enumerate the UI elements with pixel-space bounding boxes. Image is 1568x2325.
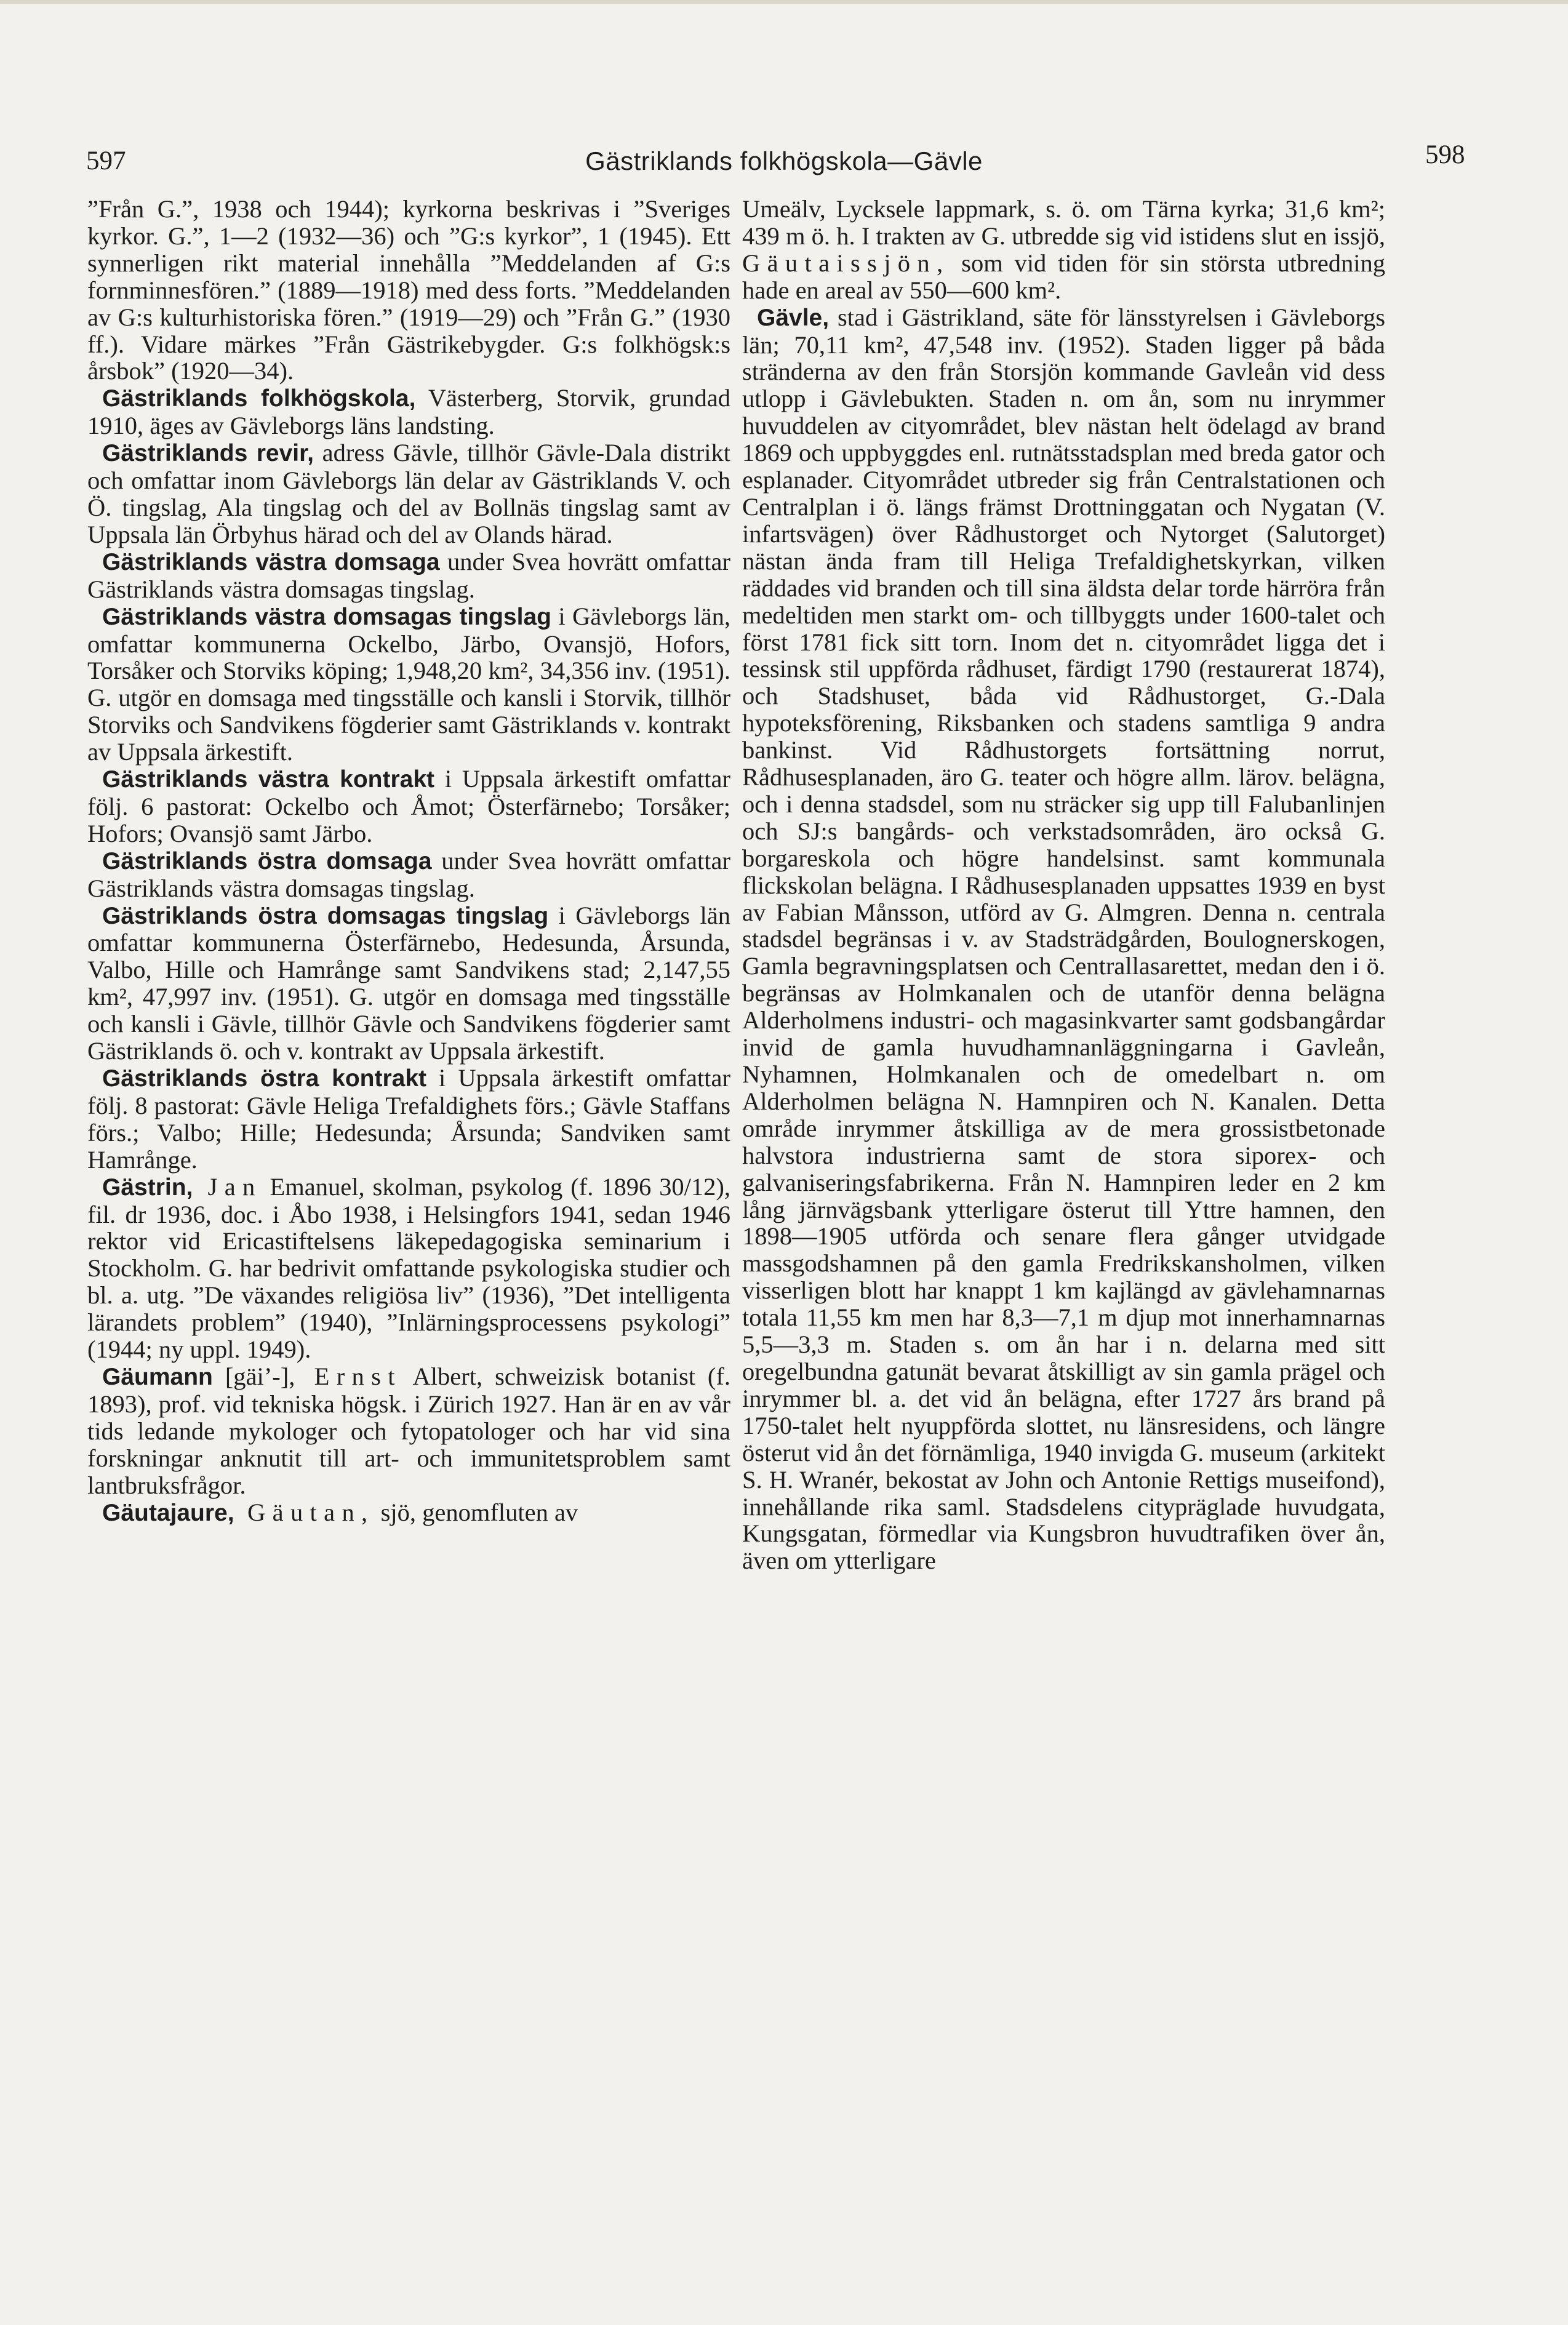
entry-vastra-kontrakt: Gästriklands västra kontrakt i Uppsala ärkestift omfattar följ. 6 pastorat: Ockelbo och Åmot; Österfärnebo; Torsåker; Hofors; Ovansjö samt Järbo. bbox=[87, 765, 731, 847]
headword: Gästriklands folkhögskola, bbox=[102, 385, 416, 412]
entry-gavle: Gävle, stad i Gästrikland, säte för länsstyrelsen i Gävleborgs län; 70,11 km², 47,548 inv. (1952). Staden ligger på båda stränderna av den från Storsjön kommande Gavleån vid dess utlopp i Gävlebukten. Staden n. om ån, som nu inrymmer huvuddelen av cityområdet, blev nästan helt ödelagd av brand 1869 och uppbyggdes enl. rutnätsstadsplan med breda gator och esplanader. Cityområdet utbreder sig från Centralstationen och Centralplan i ö. längs främst Drottninggatan och Nygatan (V. infartsvägen) över Rådhustorget och Nytorget (Salutorget) nästan ända fram till Heliga Trefaldighetskyrkan, vilken räddades vid branden och till sina äldsta delar torde härröra från medeltiden men starkt om- och tillbyggts under 1600-talet och först 1781 fick sitt torn. Inom det n. cityområdet ligga det i tessinsk stil uppförda rådhuset, färdigt 1790 (restaurerat 1874), och Stadshuset, båda vid Rådhustorget, G.-Dala hypoteksförening, Riksbanken och stadens samtliga 9 andra bankinst. Vid Rådhustorgets fortsättning norrut, Rådhusesplanaden, äro G. teater och högre allm. lärov. belägna, och i denna stadsdel, som nu sträcker sig upp till Falubanlinjen och SJ:s bangårds- och verkstadsområden, äro också G. borgareskola och högre handelsinst. samt kommunala flickskolan belägna. I Rådhusesplanaden uppsattes 1939 en byst av Fabian Månsson, utförd av G. Almgren. Denna n. centrala stadsdel begränsas i v. av Stadsträdgården, Boulognerskogen, Gamla begravningsplatsen och Centrallasarettet, medan den i ö. begränsas av Holmkanalen och de utanför denna belägna Alderholmens industri- och magasinkvarter samt godsbangårdar invid de gamla huvudhamnanläggningarna i Gavleån, Nyhamnen, Holmkanalen och de omedelbart n. om Alderholmen belägna N. Hamnpiren och N. Kanalen. Detta område inrymmer åtskilliga av de mera grossistbetonade halvstora industrierna samt de stora siporex- och galvaniseringsfabrikerna. Från N. Hamnpiren leder en 2 km lång järnvägsbank ytterligare österut till Yttre hamnen, den 1898—1905 utförda och senare flera gånger utvidgade massgodshamnen på den gamla Fredrikskansholmen, vilken visserligen blott har knappt 1 km kajlängd av gävlehamnarnas totala 11,55 km men har 8,3—7,1 m djup mot innerhamnarnas 5,5—3,3 m. Staden s. om ån har i n. delarna med sitt oregelbundna gatunät bevarat åtskilligt av sin gamla prägel och inrymmer bl. a. det vid ån belägna, efter 1727 års brand på 1750-talet helt nyuppförda slottet, nu länsresidens, och längre österut vid ån det förnämliga, 1940 invigda G. museum (arkitekt S. H. Wranér, bekostat av John och Antonie Rettigs museifond), innehållande rika saml. Stadsdelens citypräglade huvudgata, Kungsgatan, förmedlar via Kungsbron huvudtrafiken över ån, även om ytterligare bbox=[742, 303, 1385, 1575]
entry-vastra-tingslag: Gästriklands västra domsagas tingslag i Gävleborgs län, omfattar kommunerna Ockelbo, Järbo, Ovansjö, Hofors, Torsåker och Storviks köping; 1,948,20 km², 34,356 inv. (1951). G. utgör en domsaga med tingsställe och kansli i Storvik, tillhör Storviks och Sandvikens fögderier samt Gästriklands v. kontrakt av Uppsala ärkestift. bbox=[87, 602, 730, 766]
entry-ostra-tingslag: Gästriklands östra domsagas tingslag i Gävleborgs län omfattar kommunerna Österfärnebo, Hedesunda, Årsunda, Valbo, Hille och Hamrånge samt Sandvikens stad; 2,147,55 km², 47,997 inv. (1951). G. utgör en domsaga med tingsställe och kansli i Gävle, tillhör Gävle och Sandvikens fögderier samt Gästriklands ö. och v. kontrakt av Uppsala ärkestift. bbox=[87, 901, 730, 1065]
headword: Gäutajaure, bbox=[102, 1499, 234, 1526]
headword: Gävle, bbox=[757, 304, 830, 331]
running-title: Gästriklands folkhögskola—Gävle bbox=[585, 146, 983, 175]
entry-gastrin: Gästrin, Jan Emanuel, skolman, psykolog (f. 1896 30/12), fil. dr 1936, doc. i Åbo 1938, i Helsingfors 1941, sedan 1946 rektor vid Ericastiftelsens läkepedagogiska seminarium i Stockholm. G. har bedrivit omfattande psykologiska studier och bl. a. utg. ”De växandes religiösa liv” (1936), ”Det intelligenta lärandets problem” (1940), ”Inlärningsprocessens psykologi” (1944; ny uppl. 1949). bbox=[87, 1172, 730, 1364]
pronunciation: [gäi’-], bbox=[212, 1362, 295, 1390]
headword: Gästriklands västra kontrakt bbox=[102, 766, 435, 793]
entry-gautajaure: Gäutajaure, Gäutan, sjö, genomfluten av bbox=[102, 1498, 578, 1526]
entry-folkhogskola: Gästriklands folkhögskola, Västerberg, Storvik, grundad 1910, äges av Gävleborgs läns landsting. bbox=[87, 384, 730, 440]
headword: Gästriklands revir, bbox=[102, 440, 314, 467]
spaced-name: Jan bbox=[193, 1172, 262, 1201]
entry-gaumann: Gäumann [gäi’-], Ernst Albert, schweizisk botanist (f. 1893), prof. vid tekniska högsk. i Zürich 1927. Han är en av vår tids ledande mykologer och fytopatologer och har vid sina forskningar anknutit till art- och immunitetsproblem samt lantbruksfrågor. bbox=[87, 1362, 730, 1499]
page-number-left: 597 bbox=[86, 146, 126, 175]
entry-revir: Gästriklands revir, adress Gävle, tillhör Gävle-Dala distrikt och omfattar inom Gävleborgs län delar av Gästriklands V. och Ö. tingslag, Ala tingslag och del av Bollnäs tingslag samt av Uppsala län Örbyhus härad och del av Olands härad. bbox=[87, 439, 730, 548]
right-column bbox=[742, 196, 1385, 1574]
headword: Gästrin, bbox=[102, 1174, 193, 1201]
page-number-right: 598 bbox=[1425, 140, 1465, 169]
entry-ostra-domsaga: Gästriklands östra domsaga under Svea hovrätt omfattar Gästriklands västra domsagas tingslag. bbox=[87, 846, 730, 902]
headword: Gästriklands västra domsaga bbox=[102, 548, 440, 575]
entry-continuation: Umeälv, Lycksele lappmark, s. ö. om Tärna kyrka; 31,6 km²; 439 m ö. h. I trakten av G. utbredde sig vid istidens slut en issjö, Gäutaissjön, som vid tiden för sin största utbredning hade en areal av 550—600 km². bbox=[742, 195, 1385, 304]
spaced-name: Gäutan, bbox=[234, 1498, 375, 1526]
spaced-name: Gäutaissjön, bbox=[742, 249, 950, 277]
entry-continuation: ”Från G.”, 1938 och 1944); kyrkorna beskrivas i ”Sveriges kyrkor. G.”, 1—2 (1932—36) och ”G:s kyrkor”, 1 (1945). Ett synnerligen rikt material innehålla ”Meddelanden af G:s fornminnesfören.” (1889—1918) med dess forts. ”Meddelanden av G:s kulturhistoriska fören.” (1919—29) och ”Från G.” (1930 ff.). Vidare märkes ”Från Gästrikebygder. G:s folkhögsk:s årsbok” (1920—34). bbox=[87, 195, 730, 385]
scan-edge bbox=[0, 0, 1568, 4]
headword: Gästriklands östra domsaga bbox=[102, 847, 432, 874]
headword: Gästriklands västra domsagas tingslag bbox=[102, 603, 551, 630]
left-column bbox=[87, 196, 730, 1526]
entry-ostra-kontrakt: Gästriklands östra kontrakt i Uppsala ärkestift omfattar följ. 8 pastorat: Gävle Heliga Trefaldighets förs.; Gävle Staffans förs.; Valbo; Hille; Hedesunda; Årsunda; Sandviken samt Hamrånge. bbox=[87, 1064, 730, 1174]
headword: Gästriklands östra domsagas tingslag bbox=[102, 902, 549, 929]
headword: Gäumann bbox=[102, 1363, 213, 1390]
entry-vastra-domsaga: Gästriklands västra domsaga under Svea hovrätt omfattar Gästriklands västra domsagas tingslag. bbox=[87, 547, 730, 603]
headword: Gästriklands östra kontrakt bbox=[102, 1065, 426, 1092]
spaced-name: Ernst bbox=[295, 1362, 402, 1390]
